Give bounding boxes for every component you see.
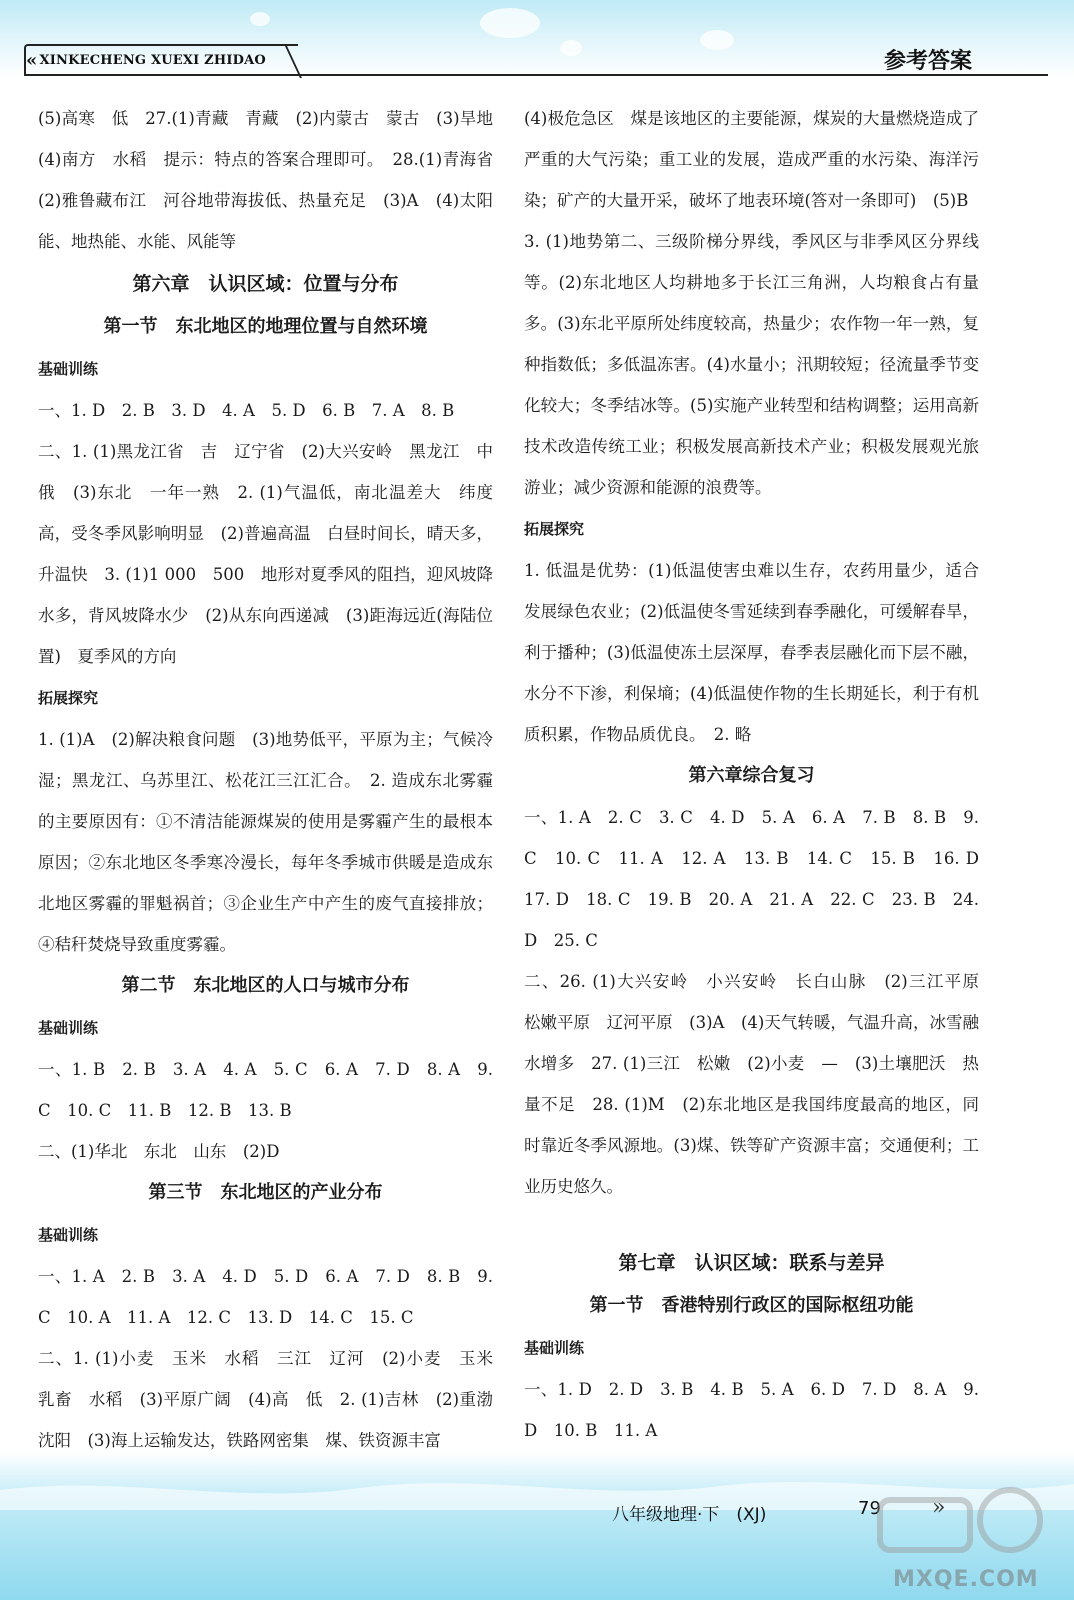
section-title: 第一节 香港特别行政区的国际枢纽功能	[589, 1295, 914, 1316]
answer-line: 一、1. D 2. B 3. D 4. A 5. D 6. B 7. A 8. B	[38, 401, 455, 420]
section-title: 第三节 东北地区的产业分布	[148, 1182, 383, 1203]
paragraph: 二、1. (1)小麦 玉米 水稻 三江 辽河 (2)小麦 玉米 乳畜 水稻 (3)平原广阔 (4)高 低 2. (1)吉林 (2)重渤 沈阳 (3)海上运输发达，铁路网密集 煤、铁资源丰富	[38, 1349, 510, 1450]
decorative-bubble	[480, 8, 540, 38]
header-rule	[24, 74, 1048, 76]
subheading: 基础训练	[38, 1226, 99, 1244]
subheading: 基础训练	[38, 360, 99, 378]
decorative-bubble	[560, 40, 582, 56]
section-title: 参考答案	[883, 49, 972, 74]
series-name: XINKECHENG XUEXI ZHIDAO	[39, 52, 266, 68]
paragraph: (4)极危急区 煤是该地区的主要能源，煤炭的大量燃烧造成了严重的大气污染；重工业的发展，造成严重的水污染、海洋污染；矿产的大量开采，破坏了地表环境(答对一条即可) (5)B	[524, 109, 979, 210]
subheading: 基础训练	[524, 1339, 585, 1357]
section-title: 第六章综合复习	[688, 765, 815, 786]
left-column	[38, 98, 510, 1461]
paragraph: 二、1. (1)黑龙江省 吉 辽宁省 (2)大兴安岭 黑龙江 中俄 (3)东北 一年一熟 2. (1)气温低，南北温差大 纬度高，受冬季风影响明显 (2)普遍高温 白昼时间长，晴天多，升温快 3. (1)1 000 500 地形对夏季风的阻挡，迎风坡降水多，背风坡降水少 (2)从东向西递减 (3)距海远近(海陆位置) 夏季风的方向	[38, 442, 493, 666]
book-title: 八年级地理·下 (XJ)	[612, 1505, 767, 1525]
double-chevron-right-icon: »	[932, 1495, 946, 1520]
paragraph: 1. 低温是优势：(1)低温使害虫难以生存，农药用量少，适合发展绿色农业；(2)低温使冬雪延续到春季融化，可缓解春旱，利于播种；(3)低温使冻土层深厚，春季表层融化而下层不融，水分不下渗，利保墒；(4)低温使作物的生长期延长，利于有机质积累，作物品质优良。 2. 略	[524, 561, 979, 744]
decorative-bubble	[250, 12, 270, 26]
answer-line: 一、1. A 2. B 3. A 4. D 5. D 6. A 7. D 8. B 9. C 10. A 11. A 12. C 13. D 14. C 15. C	[38, 1267, 493, 1327]
answer-line: 一、1. D 2. D 3. B 4. B 5. A 6. D 7. D 8. A 9. D 10. B 11. A	[524, 1380, 979, 1440]
answer-line: 二、(1)华北 东北 山东 (2)D	[38, 1142, 280, 1161]
answer-line: 一、1. B 2. B 3. A 4. A 5. C 6. A 7. D 8. A 9. C 10. C 11. B 12. B 13. B	[38, 1060, 493, 1120]
paragraph: 二、26. (1)大兴安岭 小兴安岭 长白山脉 (2)三江平原 松嫩平原 辽河平原 (3)A (4)天气转暖，气温升高，冰雪融水增多 27. (1)三江 松嫩 (2)小麦 — (3)土壤肥沃 热量不足 28. (1)M (2)东北地区是我国纬度最高的地区，同时靠近冬季风源地。(3)煤、铁等矿产资源丰富；交通便利；工业历史悠久。	[524, 972, 996, 1196]
double-chevron-left-icon: «	[26, 49, 38, 71]
section-title: 第二节 东北地区的人口与城市分布	[121, 975, 410, 996]
page-number: 79	[858, 1498, 881, 1519]
subheading: 拓展探究	[38, 689, 99, 707]
series-title	[26, 48, 266, 72]
paragraph: (5)高寒 低 27.(1)青藏 青藏 (2)内蒙古 蒙古 (3)旱地 (4)南方 水稻 提示：特点的答案合理即可。 28.(1)青海省 (2)雅鲁藏布江 河谷地带海拔低、热量充足 (3)A (4)太阳能、地热能、水能、风能等	[38, 109, 510, 251]
decorative-bubble	[700, 30, 734, 50]
answer-line: 一、1. A 2. C 3. C 4. D 5. A 6. A 7. B 8. B 9. C 10. C 11. A 12. A 13. B 14. C 15. B 16. D 17. D 18. C 19. B 20. A 21. A 22. C 23. B 24. D 25. C	[524, 808, 996, 950]
right-column	[524, 98, 996, 1492]
chapter-title: 第七章 认识区域：联系与差异	[618, 1252, 885, 1274]
chapter-title: 第六章 认识区域：位置与分布	[132, 273, 399, 295]
subheading: 拓展探究	[524, 520, 585, 538]
paragraph: 3. (1)地势第二、三级阶梯分界线，季风区与非季风区分界线等。(2)东北地区人均耕地多于长江三角洲，人均粮食占有量多。(3)东北平原所处纬度较高，热量少；农作物一年一熟，复种指数低；多低温冻害。(4)水量小；汛期较短；径流量季节变化较大；冬季结冰等。(5)实施产业转型和结构调整；运用高新技术改造传统工业；积极发展高新技术产业；积极发展观光旅游业；减少资源和能源的浪费等。	[524, 232, 979, 497]
subheading: 基础训练	[38, 1019, 99, 1037]
watermark-text: MXQE.COM	[893, 1567, 1039, 1592]
paragraph: 1. (1)A (2)解决粮食问题 (3)地势低平，平原为主；气候冷湿；黑龙江、乌苏里江、松花江三江汇合。 2. 造成东北雾霾的主要原因有：①不清洁能源煤炭的使用是雾霾产生的最根本原因；②东北地区冬季寒冷漫长，每年冬季城市供暖是造成东北地区雾霾的罪魁祸首；③企业生产中产生的废气直接排放；④秸秆焚烧导致重度雾霾。	[38, 730, 493, 954]
spacer	[524, 1207, 979, 1241]
section-title: 第一节 东北地区的地理位置与自然环境	[103, 316, 428, 337]
